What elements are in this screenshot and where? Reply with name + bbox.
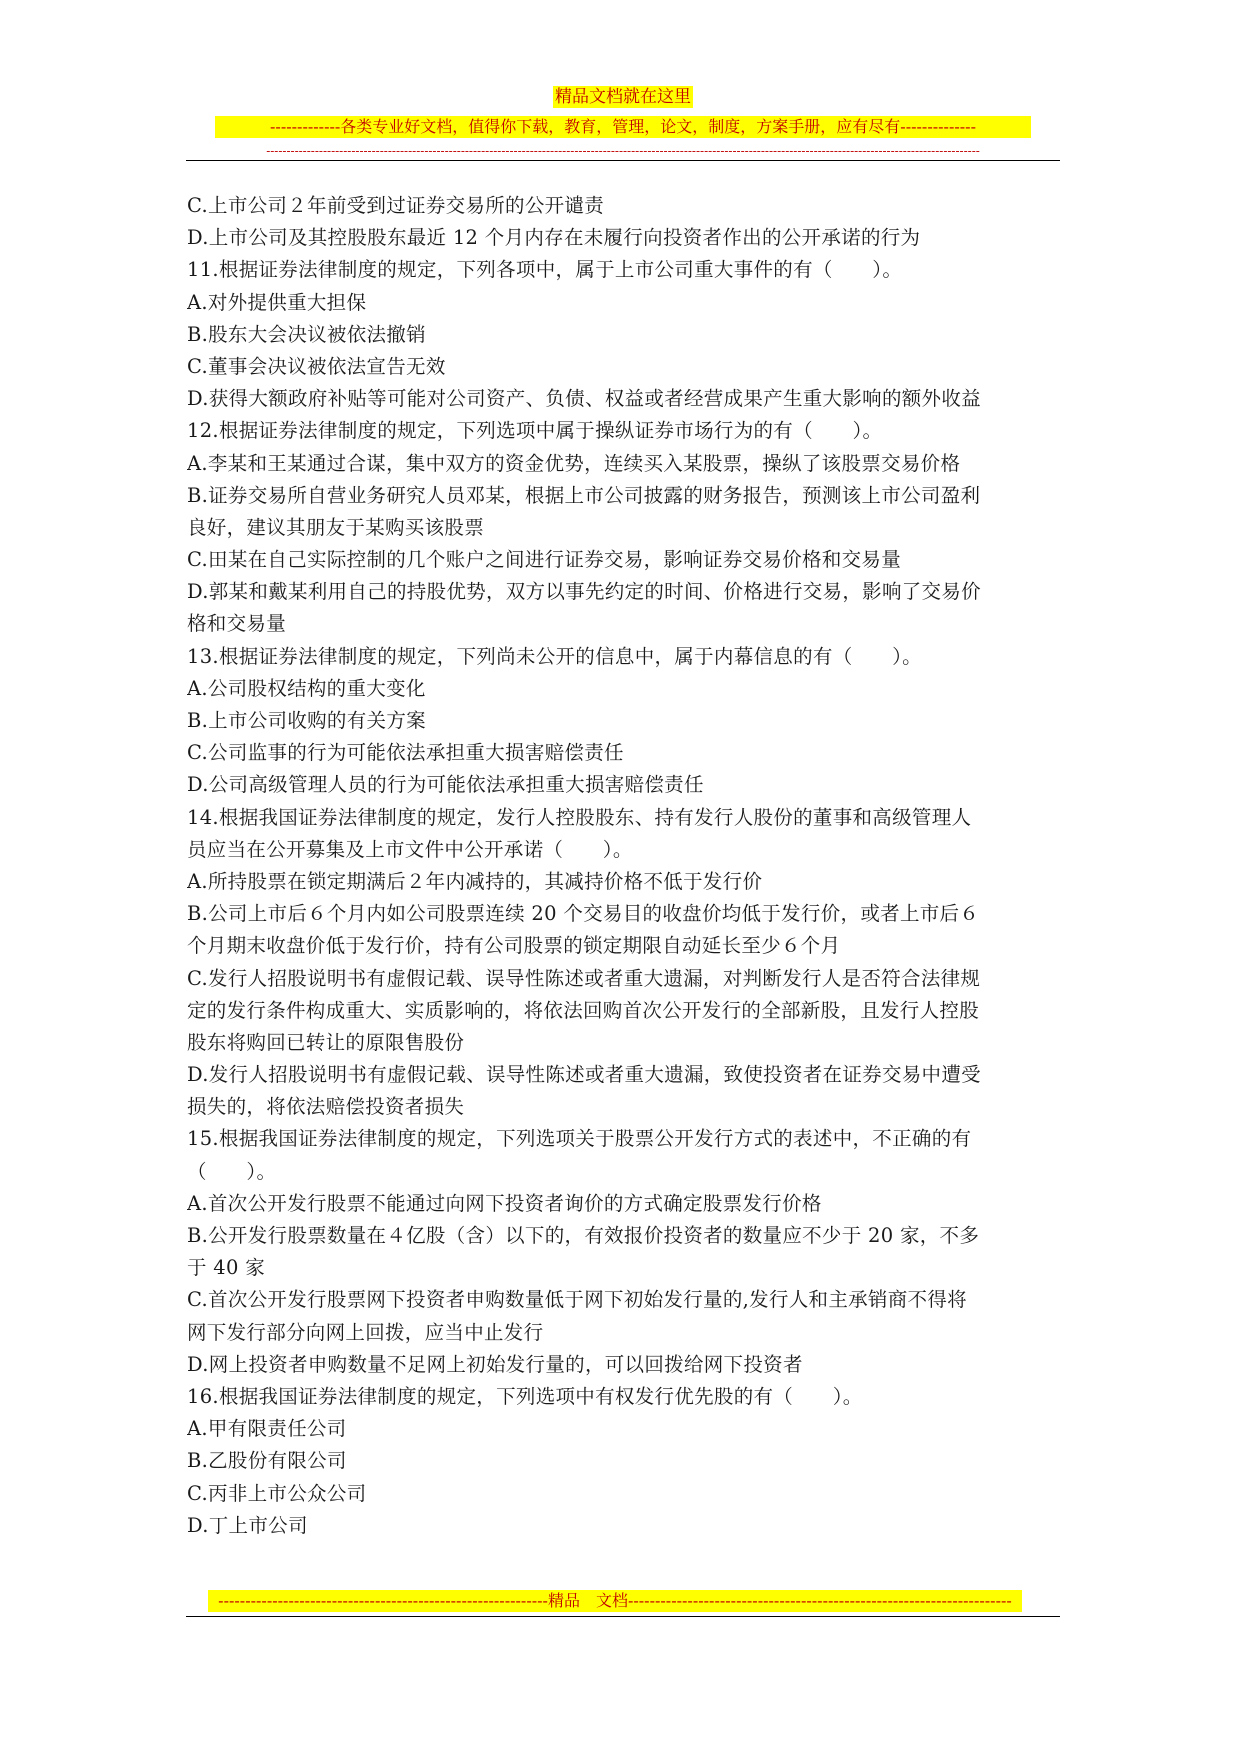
text-line: 良好，建议其朋友于某购买该股票 (187, 515, 485, 539)
text-line: C.首次公开发行股票网下投资者申购数量低于网下初始发行量的,发行人和主承销商不得将 (187, 1288, 967, 1312)
text-line: B.乙股份有限公司 (187, 1449, 347, 1473)
text-line: A.甲有限责任公司 (187, 1417, 347, 1441)
text-line: 格和交易量 (187, 612, 287, 636)
text-line: B.上市公司收购的有关方案 (187, 709, 426, 732)
text-line: C.发行人招股说明书有虚假记载、误导性陈述或者重大遗漏，对判断发行人是否符合法律规 (187, 966, 981, 990)
text-line: 14.根据我国证券法律制度的规定，发行人控股股东、持有发行人股份的董事和高级管理人 (187, 805, 972, 829)
header-subtitle: -------------各类专业好文档，值得你下载，教育，管理，论文，制度，方案手册，应有尽有-------------- (215, 116, 1031, 138)
document-body (187, 190, 1057, 1542)
text-line: D.发行人招股说明书有虚假记载、误导性陈述或者重大遗漏，致使投资者在证券交易中遭受 (187, 1063, 981, 1087)
text-line: A.对外提供重大担保 (187, 290, 367, 314)
footer-text: -------------------------------------------------------------精品 文档----------------------------------------------------------------------- (208, 1590, 1022, 1612)
text-line: 股东将购回已转让的原限售股份 (187, 1030, 465, 1054)
text-line: D.郭某和戴某利用自己的持股优势，双方以事先约定的时间、价格进行交易，影响了交易价 (187, 580, 981, 604)
text-line: 11.根据证券法律制度的规定，下列各项中，属于上市公司重大事件的有（ ）。 (187, 258, 903, 282)
header-dashes: -------------------------------------------------------------------------------------------------------------------------------------------------------------------------------- (266, 144, 980, 158)
text-line: D.公司高级管理人员的行为可能依法承担重大损害赔偿责任 (187, 773, 704, 797)
footer-divider (186, 1616, 1060, 1617)
text-line: D.丁上市公司 (187, 1513, 308, 1537)
text-line: A.所持股票在锁定期满后２年内减持的，其减持价格不低于发行价 (187, 869, 763, 893)
text-line: C.公司监事的行为可能依法承担重大损害赔偿责任 (187, 741, 624, 765)
page-footer (208, 1590, 1022, 1616)
text-line: B.公开发行股票数量在４亿股（含）以下的，有效报价投资者的数量应不少于 20 家，不多 (187, 1224, 980, 1247)
text-line: 个月期末收盘价低于发行价，持有公司股票的锁定期限自动延长至少６个月 (187, 934, 841, 958)
text-line: D.网上投资者申购数量不足网上初始发行量的，可以回拨给网下投资者 (187, 1352, 803, 1376)
text-line: 定的发行条件构成重大、实质影响的，将依法回购首次公开发行的全部新股，且发行人控股 (187, 998, 980, 1022)
text-line: 13.根据证券法律制度的规定，下列尚未公开的信息中，属于内幕信息的有（ ）。 (187, 644, 922, 668)
text-line: D.上市公司及其控股股东最近 12 个月内存在未履行向投资者作出的公开承诺的行为 (187, 226, 921, 250)
text-line: （ ）。 (187, 1159, 277, 1183)
text-line: A.公司股权结构的重大变化 (187, 676, 426, 700)
text-line: C.上市公司２年前受到过证券交易所的公开谴责 (187, 194, 605, 217)
page-header (186, 86, 1060, 158)
text-line: B.股东大会决议被依法撤销 (187, 322, 426, 346)
header-title: 精品文档就在这里 (555, 87, 691, 107)
text-line: 于 40 家 (187, 1256, 266, 1280)
text-line: A.李某和王某通过合谋，集中双方的资金优势，连续买入某股票，操纵了该股票交易价格 (187, 451, 961, 475)
header-divider (186, 160, 1060, 161)
text-line: 员应当在公开募集及上市文件中公开承诺（ ）。 (187, 837, 633, 861)
text-line: 12.根据证券法律制度的规定，下列选项中属于操纵证券市场行为的有（ ）。 (187, 419, 883, 443)
text-line: D.获得大额政府补贴等可能对公司资产、负债、权益或者经营成果产生重大影响的额外收益 (187, 387, 981, 411)
text-line: B.证券交易所自营业务研究人员邓某，根据上市公司披露的财务报告，预测该上市公司盈利 (187, 483, 981, 507)
text-line: C.丙非上市公众公司 (187, 1481, 367, 1505)
text-line: A.首次公开发行股票不能通过向网下投资者询价的方式确定股票发行价格 (187, 1191, 822, 1215)
text-line: B.公司上市后６个月内如公司股票连续 20 个交易目的收盘价均低于发行价，或者上市后６ (187, 902, 980, 926)
text-line: 16.根据我国证券法律制度的规定，下列选项中有权发行优先股的有（ ）。 (187, 1384, 863, 1408)
text-line: 损失的，将依法赔偿投资者损失 (187, 1095, 465, 1119)
text-line: 网下发行部分向网上回拨，应当中止发行 (187, 1320, 544, 1344)
text-line: 15.根据我国证券法律制度的规定，下列选项关于股票公开发行方式的表述中，不正确的有 (187, 1127, 972, 1151)
text-line: C.董事会决议被依法宣告无效 (187, 354, 446, 378)
text-line: C.田某在自己实际控制的几个账户之间进行证券交易，影响证券交易价格和交易量 (187, 548, 902, 572)
